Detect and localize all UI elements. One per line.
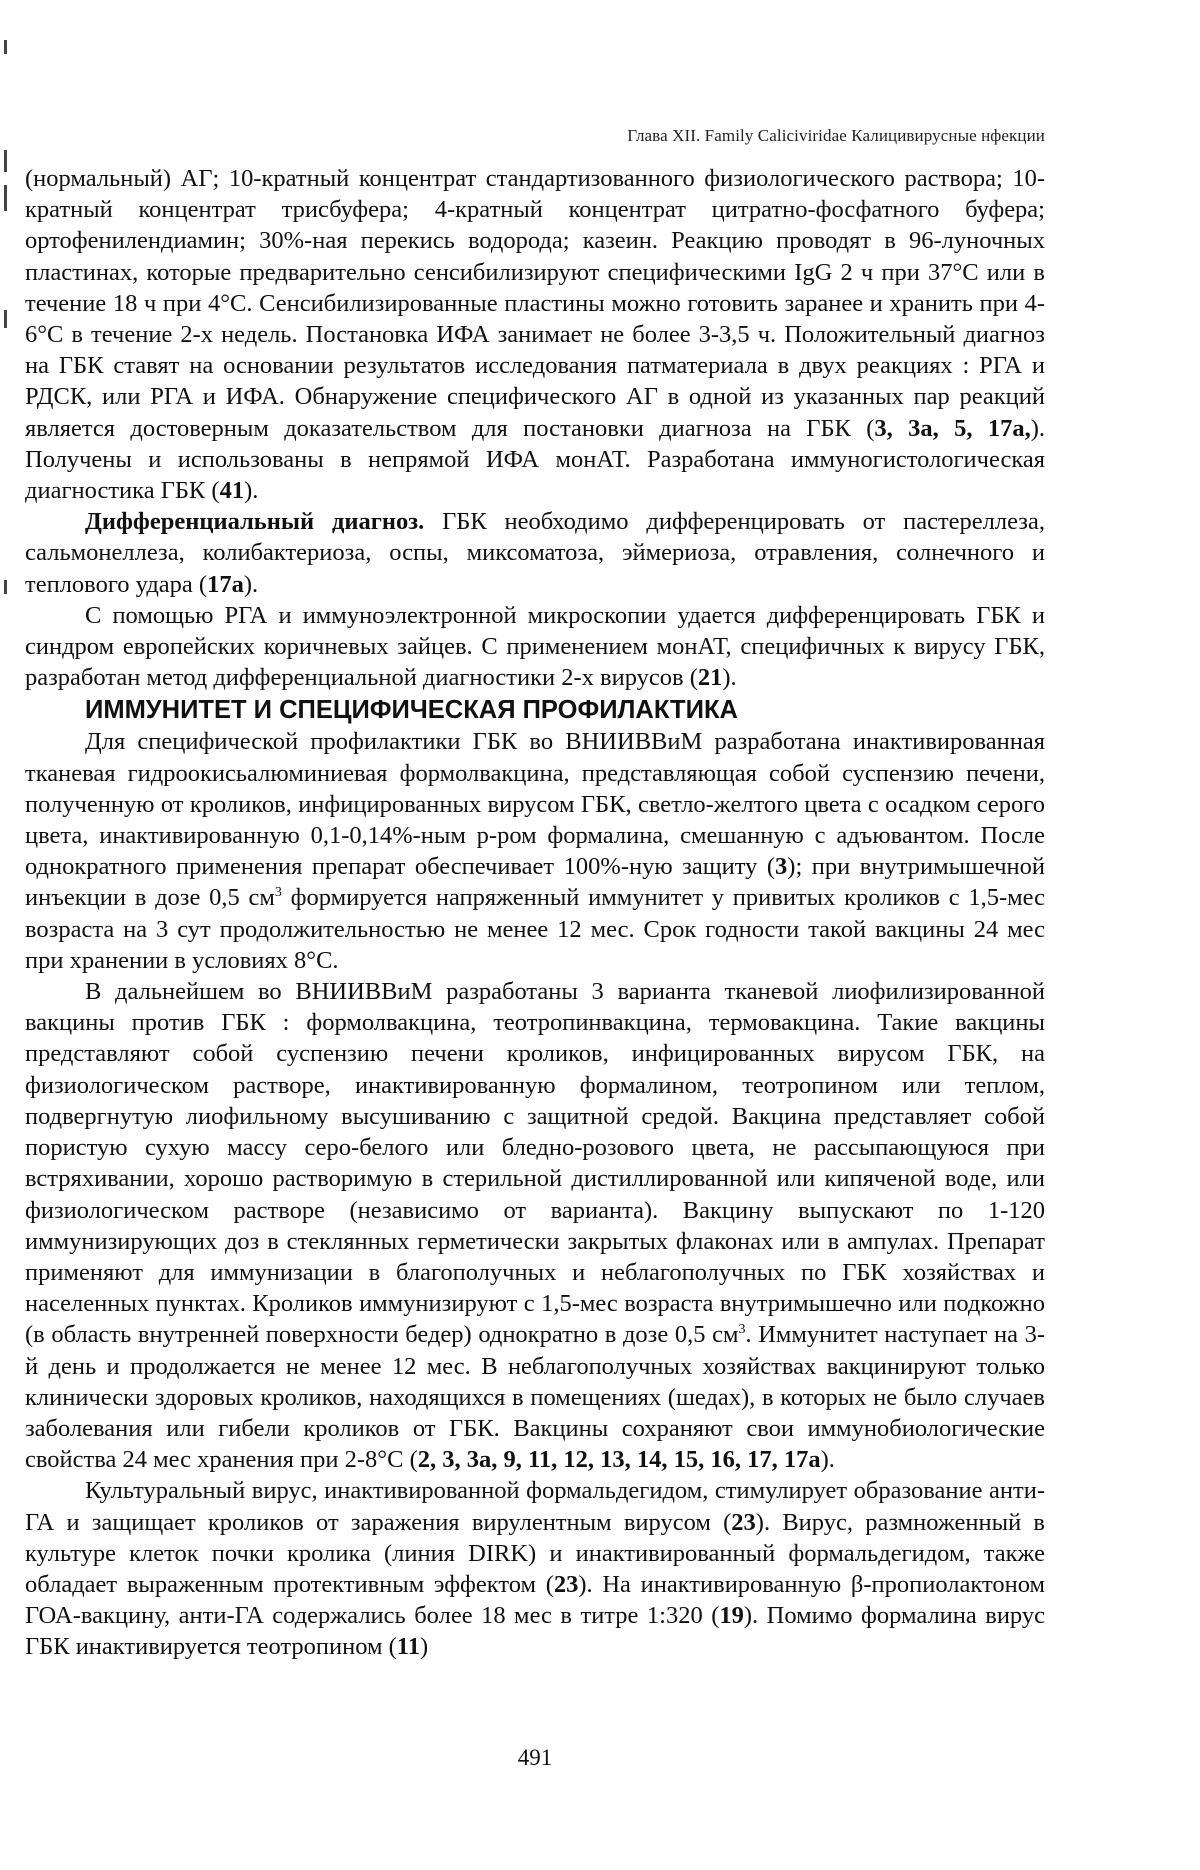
paragraph-lead: Дифференциальный диагноз. [85, 508, 425, 536]
paragraph-ifa-reagents: (нормальный) АГ; 10-кратный концентрат стандартизованного физиологического раствора; 10-кратный концентрат трисбуфера; 4-кратный концентрат цитратно-фосфатного буфера; ортофенилендиамин; 30%-ная перекись водорода; казеин. Реакцию проводят в 96-луночных пластинах, которые предварительно сенсибилизируют специфическими IgG 2 ч при 37°С или в течение 18 ч при 4°С. Сенсибилизированные пластины можно готовить заранее и хранить при 4-6°С в течение 2-х недель. Постановка ИФА занимает не более 3-3,5 ч. Положительный диагноз на ГБК ставят на основании результатов исследования патматериала в двух реакциях : РГА и РДСК, или РГА и ИФА. Обнаружение специфического АГ в одной из указанных пар реакций является достоверным доказательством для постановки диагноза на ГБК (3, 3а, 5, 17а,). Получены и использованы в непрямой ИФА монАТ. Разработана иммуногистологическая диагностика ГБК (41). [25, 165, 1046, 505]
reference-list: 3, 3а, 5, 17а, [874, 414, 1031, 442]
superscript-cubic: 3 [274, 885, 282, 901]
scan-margin-marks [0, 0, 12, 650]
section-heading: ИММУНИТЕТ И СПЕЦИФИЧЕСКАЯ ПРОФИЛАКТИКА [85, 696, 738, 725]
paragraph-cultural-virus: Культуральный вирус, инактивированной формальдегидом, стимулирует образование анти-ГА и защищает кроликов от заражения вирулентным вирусом (23). Вирус, размноженный в культуре клеток почки кролика (линия DIRK) и инактивированный формальдегидом, также обладает выраженным протективным эффектом (23). На инактивированную β-пропиолактоном ГОА-вакцину, анти-ГА содержались более 18 мес в титре 1:320 (19). Помимо формалина вирус ГБК инактивируется теотропином (11) [25, 1477, 1045, 1661]
reference-list: 21 [697, 664, 723, 692]
paragraph-formol-vaccine: Для специфической профилактики ГБК во ВНИИВВиМ разработана инактивированная тканевая гидроокисьалюминиевая формолвакцина, представляющая собой суспензию печени, полученную от кроликов, инфицированных вирусом ГБК, светло-желтого цвета с осадком серого цвета, инактивированную 0,1-0,14%-ным р-ром формалина, смешанную с адъювантом. После однократного применения препарат обеспечивает 100%-ную защиту (3); при внутримышечной инъекции в дозе 0,5 $см^3$ формируется напряженный иммунитет у привитых кроликов с 1,5-мес возраста на 3 сут продолжительностью не менее 12 мес. Срок годности такой вакцины 24 мес при хранении в условиях 8°С. [25, 728, 1046, 974]
paragraph-rga-microscopy: С помощью РГА и иммуноэлектронной микроскопии удается дифференцировать ГБК и синдром европейских коричневых зайцев. С применением монАТ, специфичных к вирусу ГБК, разработан метод дифференциальной диагностики 2-х вирусов (21). [25, 601, 1045, 692]
reference-list: 11 [396, 1633, 420, 1661]
paragraph-differential-diagnosis: Дифференциальный диагноз. ГБК необходимо дифференцировать от пастереллеза, сальмонеллеза, колибактериоза, оспы, миксоматоза, эймериоза, отравления, солнечного и теплового удара (17а). [25, 508, 1045, 598]
reference-list: 23 [553, 1570, 579, 1598]
reference-list: 3 [775, 853, 788, 881]
reference-list: 19 [719, 1602, 744, 1630]
paragraph-lyophilized-vaccines: В дальнейшем во ВНИИВВиМ разработаны 3 варианта тканевой лиофилизированной вакцины против ГБК : формолвакцина, теотропинвакцина, термовакцина. Такие вакцины представляют собой суспензию печени кроликов, инфицированных вирусом ГБК, на физиологическом растворе, инактивированную формалином, теотропином или теплом, подвергнутую лиофильному высушиванию с защитной средой. Вакцина представляет собой пористую сухую массу серо-белого или бледно-розового цвета, не рассыпающуюся при встряхивании, хорошо растворимую в стерильной дистиллированной или кипяченой воде, или физиологическом растворе (независимо от варианта). Вакцину выпускают по 1-120 иммунизирующих доз в стеклянных герметически закрытых флаконах или в ампулах. Препарат применяют для иммунизации в благополучных и неблагополучных по ГБК хозяйствах и населенных пунктах. Кроликов иммунизируют с 1,5-мес возраста внутримышечно или подкожно (в область внутренней поверхности бедер) однократно в дозе 0,5 $см^3$. Иммунитет наступает на 3-й день и продолжается не менее 12 мес. В неблагополучных хозяйствах вакцинируют только клинически здоровых кроликов, находящихся в помещениях (шедах), в которых не было случаев заболевания или гибели кроликов от ГБК. Вакцины сохраняют свои иммунобиологические свойства 24 мес хранения при 2-8°С (2, 3, 3а, 9, 11, 12, 13, 14, 15, 16, 17, 17а). [25, 978, 1045, 1474]
running-header: Глава XII. Family Caliciviridae Калицивирусные нфекции [627, 126, 1045, 145]
reference-list: 2, 3, 3а, 9, 11, 12, 13, 14, 15, 16, 17, 17а [417, 1446, 821, 1474]
reference-list: 41 [219, 477, 245, 505]
reference-list: 17а [207, 570, 244, 598]
reference-list: 23 [731, 1508, 756, 1536]
page-number: 491 [517, 1745, 553, 1770]
superscript-cubic: 3 [738, 1322, 746, 1338]
body-text [25, 163, 1045, 1663]
